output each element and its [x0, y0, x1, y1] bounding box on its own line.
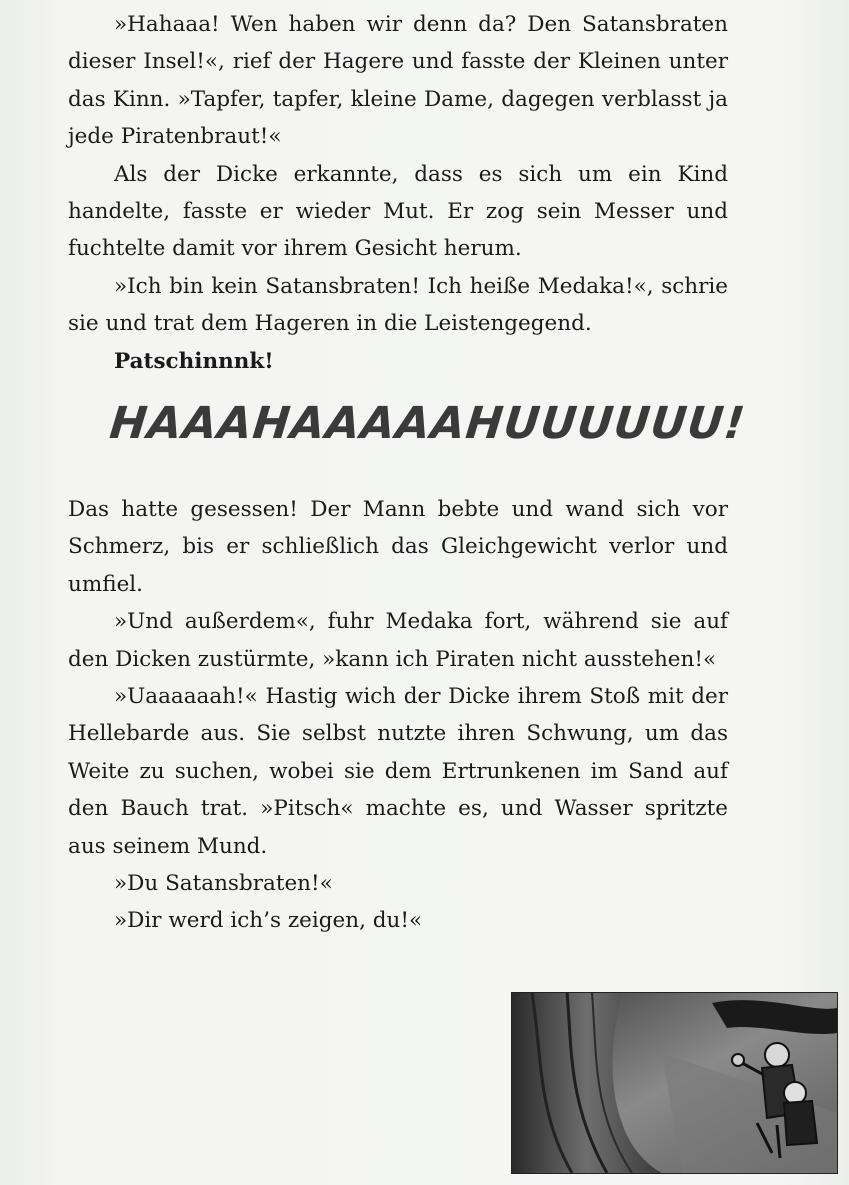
paragraph: »Du Satansbraten!« [114, 871, 333, 897]
paragraph: »Und außerdem«, fuhr Medaka fort, während sie auf den Dicken zustürmte, »kann ich Piraten nicht ausstehen!« [68, 609, 728, 672]
paragraph: »Uaaaaaah!« Hastig wich der Dicke ihrem Stoß mit der Hellebarde aus. Sie selbst nutzte ihren Schwung, um das Weite zu suchen, wobei sie dem Ertrunkenen im Sand auf den Bauch trat. »Pitsch« machte es, und Wasser spritzte aus seinem Mund. [68, 684, 728, 859]
illustration-drawing [512, 993, 837, 1173]
illustration-image [511, 992, 838, 1174]
paragraph: Das hatte gesessen! Der Mann bebte und wand sich vor Schmerz, bis er schließlich das Gleichgewicht verlor und umfiel. [68, 497, 728, 597]
text-block-top [68, 6, 728, 380]
shout-lettering: HAAAHAAAAAHUUUUUU! [107, 398, 749, 449]
paragraph: »Ich bin kein Satansbraten! Ich heiße Medaka!«, schrie sie und trat dem Hageren in die Leistengegend. [68, 273, 728, 337]
sound-effect-text: Patschinnnk! [114, 348, 274, 374]
paragraph: Als der Dicke erkannte, dass es sich um ein Kind handelte, fasste er wieder Mut. Er zog sein Messer und fuchtelte damit vor ihrem Gesicht herum. [68, 161, 728, 262]
paragraph: »Dir werd ich’s zeigen, du!« [114, 908, 423, 934]
paragraph: »Hahaaa! Wen haben wir denn da? Den Satansbraten dieser Insel!«, rief der Hagere und fasste der Kleinen unter das Kinn. »Tapfer, tapfer, kleine Dame, dagegen verblasst ja jede Piratenbraut!« [68, 12, 728, 150]
text-block-bottom [68, 491, 728, 940]
